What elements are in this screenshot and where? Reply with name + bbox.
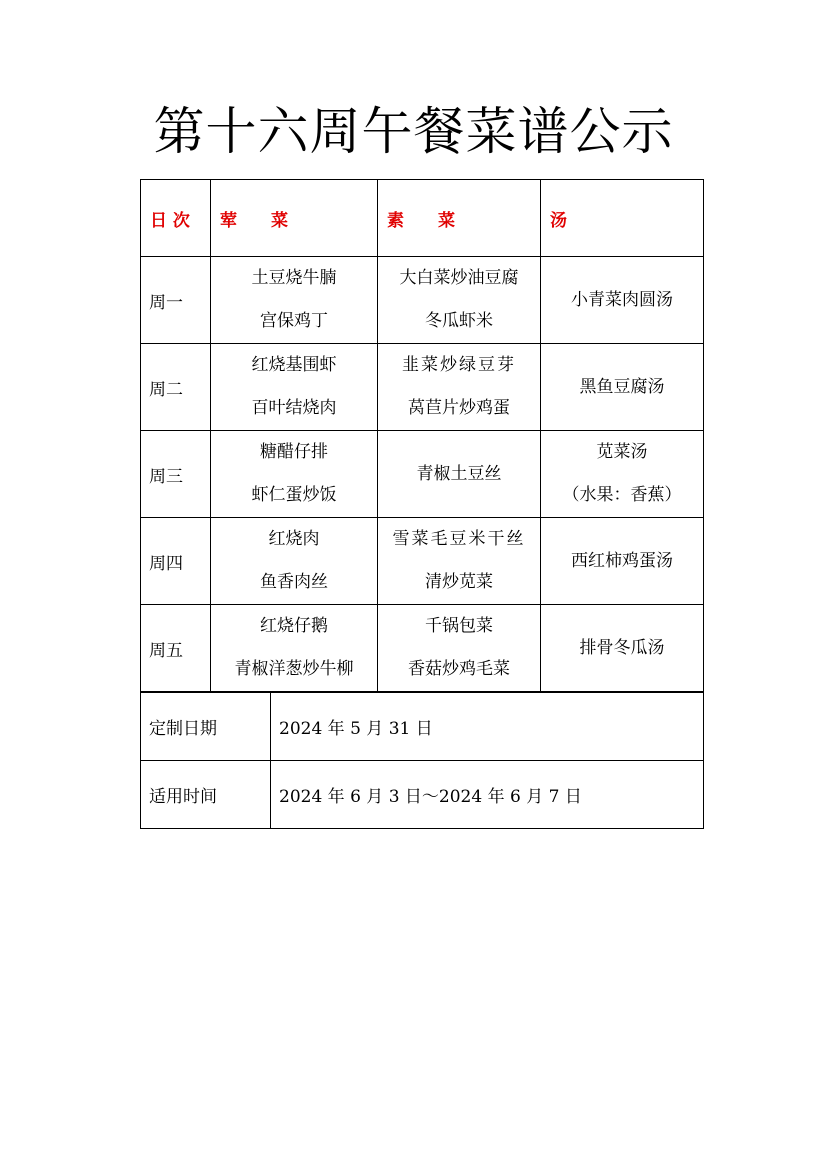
day-row-thu	[141, 518, 704, 605]
veg-dish: 青椒土豆丝	[416, 463, 502, 484]
day-row-mon	[141, 257, 704, 344]
meat-cell	[211, 344, 378, 431]
period-row	[141, 761, 704, 829]
veg-cell	[378, 257, 541, 344]
day-row-tue	[141, 344, 704, 431]
made-date-label: 定制日期	[141, 693, 271, 761]
info-table	[140, 692, 704, 829]
header-veg: 素 菜	[378, 180, 541, 257]
meat-dish: 红烧肉	[268, 529, 320, 549]
made-date-value: 2024 年 5 月 31 日	[271, 693, 704, 761]
day-label: 周一	[141, 257, 211, 344]
fruit-note: （水果：香蕉）	[562, 485, 682, 505]
day-label: 周五	[141, 605, 211, 692]
veg-cell	[378, 344, 541, 431]
soup-cell	[541, 257, 704, 344]
meat-dish: 红烧基围虾	[251, 355, 337, 375]
veg-dish: 韭菜炒绿豆芽	[402, 355, 516, 375]
header-row	[141, 180, 704, 257]
header-soup: 汤	[541, 180, 704, 257]
meat-dish: 青椒洋葱炒牛柳	[234, 659, 354, 679]
meat-dish: 糖醋仔排	[260, 442, 328, 462]
meat-cell	[211, 431, 378, 518]
day-row-fri	[141, 605, 704, 692]
veg-dish: 千锅包菜	[425, 616, 493, 636]
meat-dish: 鱼香肉丝	[260, 572, 328, 592]
day-row-wed	[141, 431, 704, 518]
day-label: 周三	[141, 431, 211, 518]
day-label: 周二	[141, 344, 211, 431]
veg-dish: 冬瓜虾米	[425, 311, 493, 331]
soup-cell	[541, 518, 704, 605]
day-label: 周四	[141, 518, 211, 605]
veg-dish: 大白菜炒油豆腐	[399, 268, 519, 288]
soup-cell	[541, 344, 704, 431]
header-meat: 荤 菜	[211, 180, 378, 257]
veg-dish: 清炒苋菜	[425, 572, 493, 592]
meat-dish: 宫保鸡丁	[260, 311, 328, 331]
meat-dish: 百叶结烧肉	[251, 398, 337, 418]
meat-cell	[211, 518, 378, 605]
meat-dish: 虾仁蛋炒饭	[251, 485, 337, 505]
veg-dish: 莴苣片炒鸡蛋	[408, 398, 510, 418]
made-date-row	[141, 693, 704, 761]
soup-dish: 苋菜汤	[596, 442, 648, 462]
meat-cell	[211, 257, 378, 344]
soup-dish: 排骨冬瓜汤	[579, 637, 665, 658]
soup-cell	[541, 431, 704, 518]
veg-cell	[378, 605, 541, 692]
header-day: 日 次	[141, 180, 211, 257]
veg-dish: 雪菜毛豆米干丝	[392, 529, 526, 549]
soup-dish: 西红柿鸡蛋汤	[571, 550, 673, 571]
meat-cell	[211, 605, 378, 692]
soup-cell	[541, 605, 704, 692]
period-value: 2024 年 6 月 3 日～2024 年 6 月 7 日	[271, 761, 704, 829]
page-title: 第十六周午餐菜谱公示	[153, 103, 674, 162]
soup-dish: 黑鱼豆腐汤	[579, 376, 665, 397]
veg-cell	[378, 431, 541, 518]
veg-dish: 香菇炒鸡毛菜	[408, 659, 510, 679]
meat-dish: 红烧仔鹅	[260, 616, 328, 636]
menu-table	[140, 179, 704, 692]
meat-dish: 土豆烧牛腩	[251, 268, 337, 288]
veg-cell	[378, 518, 541, 605]
soup-dish: 小青菜肉圆汤	[571, 289, 673, 310]
period-label: 适用时间	[141, 761, 271, 829]
